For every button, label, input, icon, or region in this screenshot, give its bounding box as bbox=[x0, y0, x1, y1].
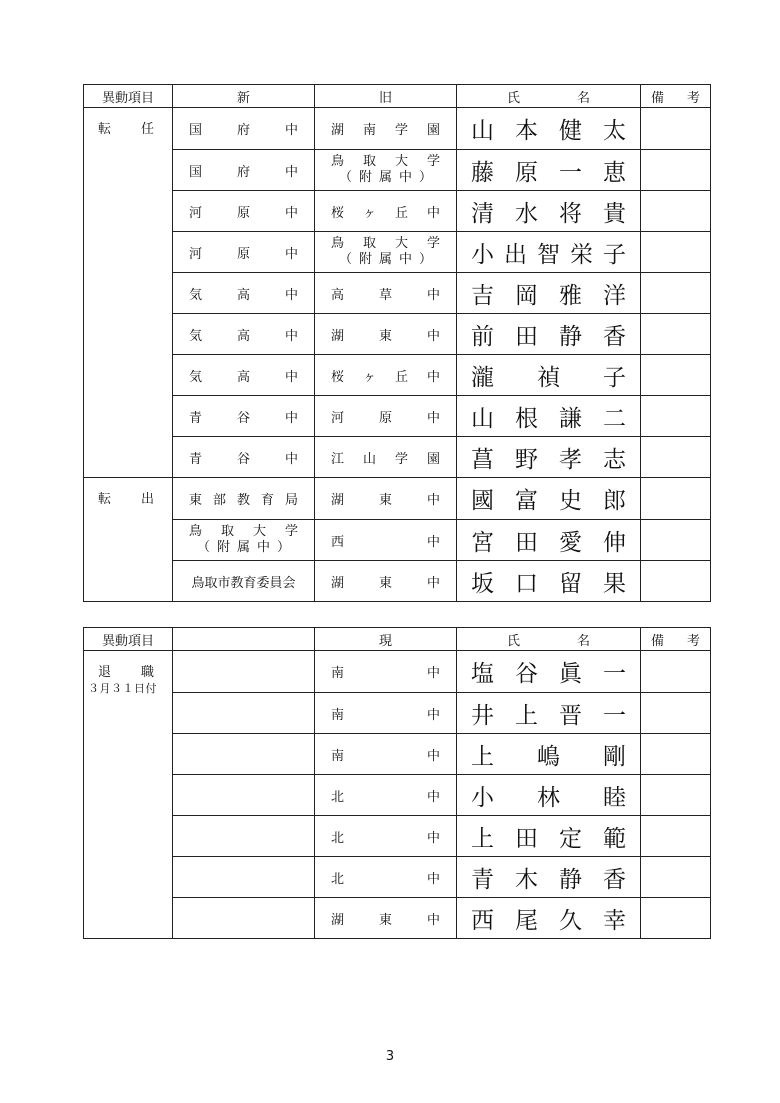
person-name bbox=[457, 478, 641, 520]
header-row bbox=[84, 85, 711, 108]
header-name: 氏名 bbox=[457, 628, 641, 651]
table-row bbox=[84, 108, 711, 150]
person-name-text: 吉岡雅洋 bbox=[471, 282, 626, 309]
remarks-cell bbox=[641, 273, 711, 314]
current-assignment-text: 湖東中 bbox=[331, 912, 440, 928]
blank-cell bbox=[173, 816, 315, 857]
current-assignment-text: 南中 bbox=[331, 666, 440, 681]
person-name bbox=[457, 314, 641, 355]
table-row bbox=[84, 775, 711, 816]
blank-cell bbox=[173, 857, 315, 898]
new-assignment-text: 気高中 bbox=[189, 369, 298, 385]
new-assignment bbox=[173, 561, 315, 602]
person-name-text: 塩谷眞一 bbox=[471, 661, 626, 687]
old-assignment-line2: （附属中） bbox=[339, 252, 432, 267]
person-name bbox=[457, 355, 641, 396]
current-assignment-text: 北中 bbox=[331, 871, 440, 887]
blank-cell bbox=[173, 734, 315, 775]
table-row bbox=[84, 314, 711, 355]
new-assignment-text: 気高中 bbox=[189, 328, 298, 344]
header-name: 氏名 bbox=[457, 85, 641, 108]
remarks-cell bbox=[641, 396, 711, 437]
current-assignment bbox=[315, 693, 457, 734]
old-assignment-text: 湖東中 bbox=[331, 493, 440, 508]
person-name-text: 坂口留果 bbox=[471, 570, 626, 597]
new-assignment-line1: 鳥取大学 bbox=[189, 524, 298, 539]
current-assignment bbox=[315, 734, 457, 775]
current-assignment bbox=[315, 651, 457, 693]
remarks-cell bbox=[641, 816, 711, 857]
person-name bbox=[457, 857, 641, 898]
transfer-table bbox=[83, 84, 711, 602]
person-name bbox=[457, 437, 641, 478]
current-assignment-text: 北中 bbox=[331, 830, 440, 846]
table-row bbox=[84, 191, 711, 232]
table-row bbox=[84, 355, 711, 396]
old-assignment bbox=[315, 437, 457, 478]
new-assignment bbox=[173, 273, 315, 314]
remarks-cell bbox=[641, 775, 711, 816]
old-assignment-text: 桜ヶ丘中 bbox=[331, 205, 440, 221]
remarks-cell bbox=[641, 108, 711, 150]
person-name-text: 宮田愛伸 bbox=[471, 529, 626, 556]
current-assignment-text: 北中 bbox=[331, 789, 440, 805]
current-assignment bbox=[315, 898, 457, 939]
current-assignment-text: 南中 bbox=[331, 707, 440, 723]
new-assignment-text: 気高中 bbox=[189, 287, 298, 303]
new-assignment bbox=[173, 396, 315, 437]
remarks-cell bbox=[641, 314, 711, 355]
remarks-cell bbox=[641, 520, 711, 561]
category-cell bbox=[84, 108, 173, 478]
category-label: 転出 bbox=[98, 492, 154, 507]
person-name-text: 國富史郎 bbox=[471, 488, 626, 514]
new-assignment-text: 河原中 bbox=[189, 205, 298, 221]
table-row bbox=[84, 734, 711, 775]
header-remarks: 備考 bbox=[641, 628, 711, 651]
new-assignment bbox=[173, 108, 315, 150]
new-assignment-text: 青谷中 bbox=[189, 410, 298, 426]
remarks-cell bbox=[641, 651, 711, 693]
category-cell bbox=[84, 478, 173, 602]
header-category: 異動項目 bbox=[84, 628, 173, 651]
old-assignment bbox=[315, 396, 457, 437]
new-assignment bbox=[173, 314, 315, 355]
old-assignment bbox=[315, 355, 457, 396]
table-row bbox=[84, 561, 711, 602]
new-assignment bbox=[173, 150, 315, 191]
retirement-table bbox=[83, 627, 711, 939]
table-row bbox=[84, 273, 711, 314]
new-assignment bbox=[173, 355, 315, 396]
category-cell bbox=[84, 651, 173, 939]
person-name-text: 藤原一恵 bbox=[471, 159, 626, 186]
table-row bbox=[84, 437, 711, 478]
person-name bbox=[457, 520, 641, 561]
header-remarks: 備考 bbox=[641, 85, 711, 108]
old-assignment bbox=[315, 150, 457, 191]
old-assignment-text: 湖南学園 bbox=[331, 123, 440, 138]
person-name bbox=[457, 232, 641, 273]
header-blank bbox=[173, 628, 315, 651]
person-name bbox=[457, 651, 641, 693]
category-date: ３月３１日付 bbox=[88, 682, 157, 695]
person-name-text: 前田静香 bbox=[471, 323, 626, 350]
new-assignment bbox=[173, 191, 315, 232]
category-label: 退職 bbox=[98, 665, 154, 680]
person-name bbox=[457, 898, 641, 939]
header-old: 旧 bbox=[315, 85, 457, 108]
old-assignment-text: 江山学園 bbox=[331, 451, 440, 467]
person-name-text: 上田定範 bbox=[471, 825, 626, 852]
new-assignment bbox=[173, 478, 315, 520]
old-assignment bbox=[315, 108, 457, 150]
remarks-cell bbox=[641, 355, 711, 396]
category-label: 転任 bbox=[98, 122, 154, 137]
person-name-text: 山根謙二 bbox=[471, 405, 626, 432]
old-assignment bbox=[315, 232, 457, 273]
current-assignment bbox=[315, 857, 457, 898]
header-new: 新 bbox=[173, 85, 315, 108]
blank-cell bbox=[173, 898, 315, 939]
person-name bbox=[457, 734, 641, 775]
person-name bbox=[457, 775, 641, 816]
table-row bbox=[84, 651, 711, 693]
table-row bbox=[84, 396, 711, 437]
person-name-text: 西尾久幸 bbox=[471, 907, 626, 934]
person-name bbox=[457, 396, 641, 437]
old-assignment-text: 高草中 bbox=[331, 287, 440, 303]
table-row bbox=[84, 816, 711, 857]
table-row bbox=[84, 898, 711, 939]
old-assignment bbox=[315, 520, 457, 561]
current-assignment bbox=[315, 775, 457, 816]
person-name bbox=[457, 816, 641, 857]
header-category: 異動項目 bbox=[84, 85, 173, 108]
person-name-text: 小出智栄子 bbox=[471, 241, 626, 268]
person-name bbox=[457, 273, 641, 314]
remarks-cell bbox=[641, 232, 711, 273]
new-assignment-text: 東部教育局 bbox=[189, 493, 298, 508]
old-assignment-text: 河原中 bbox=[331, 410, 440, 426]
person-name-text: 菖野孝志 bbox=[471, 446, 626, 473]
current-assignment bbox=[315, 816, 457, 857]
new-assignment-text: 河原中 bbox=[189, 246, 298, 262]
new-assignment-line2: （附属中） bbox=[197, 540, 290, 555]
blank-cell bbox=[173, 651, 315, 693]
blank-cell bbox=[173, 775, 315, 816]
person-name bbox=[457, 191, 641, 232]
blank-cell bbox=[173, 693, 315, 734]
remarks-cell bbox=[641, 437, 711, 478]
new-assignment bbox=[173, 232, 315, 273]
remarks-cell bbox=[641, 898, 711, 939]
old-assignment bbox=[315, 191, 457, 232]
table-row bbox=[84, 520, 711, 561]
table-row bbox=[84, 150, 711, 191]
remarks-cell bbox=[641, 561, 711, 602]
new-assignment-text: 鳥取市教育委員会 bbox=[191, 575, 296, 591]
header-row bbox=[84, 628, 711, 651]
person-name bbox=[457, 693, 641, 734]
person-name bbox=[457, 150, 641, 191]
remarks-cell bbox=[641, 734, 711, 775]
old-assignment-line1: 鳥取大学 bbox=[331, 236, 440, 251]
person-name-text: 清水将貴 bbox=[471, 200, 626, 227]
header-current: 現 bbox=[315, 628, 457, 651]
remarks-cell bbox=[641, 191, 711, 232]
remarks-cell bbox=[641, 857, 711, 898]
new-assignment-text: 国府中 bbox=[189, 123, 298, 138]
old-assignment-text: 桜ヶ丘中 bbox=[331, 369, 440, 385]
old-assignment bbox=[315, 478, 457, 520]
table-row bbox=[84, 478, 711, 520]
table-row bbox=[84, 857, 711, 898]
old-assignment-text: 湖東中 bbox=[331, 575, 440, 591]
new-assignment bbox=[173, 437, 315, 478]
person-name-text: 井上晋一 bbox=[471, 702, 626, 729]
person-name-text: 上嶋剛 bbox=[471, 743, 626, 770]
new-assignment-text: 国府中 bbox=[189, 164, 298, 180]
remarks-cell bbox=[641, 478, 711, 520]
old-assignment bbox=[315, 314, 457, 355]
person-name bbox=[457, 108, 641, 150]
person-name-text: 青木静香 bbox=[471, 866, 626, 893]
person-name-text: 小林睦 bbox=[471, 784, 626, 811]
person-name bbox=[457, 561, 641, 602]
old-assignment bbox=[315, 561, 457, 602]
old-assignment-line1: 鳥取大学 bbox=[331, 154, 440, 169]
person-name-text: 山本健太 bbox=[471, 118, 626, 144]
table-row bbox=[84, 693, 711, 734]
current-assignment-text: 南中 bbox=[331, 748, 440, 764]
old-assignment bbox=[315, 273, 457, 314]
old-assignment-text: 湖東中 bbox=[331, 328, 440, 344]
remarks-cell bbox=[641, 150, 711, 191]
new-assignment-text: 青谷中 bbox=[189, 451, 298, 467]
remarks-cell bbox=[641, 693, 711, 734]
old-assignment-text: 西中 bbox=[331, 534, 440, 550]
new-assignment bbox=[173, 520, 315, 561]
old-assignment-line2: （附属中） bbox=[339, 170, 432, 185]
page-number: 3 bbox=[385, 1049, 395, 1064]
person-name-text: 瀧禎子 bbox=[471, 364, 626, 391]
table-row bbox=[84, 232, 711, 273]
